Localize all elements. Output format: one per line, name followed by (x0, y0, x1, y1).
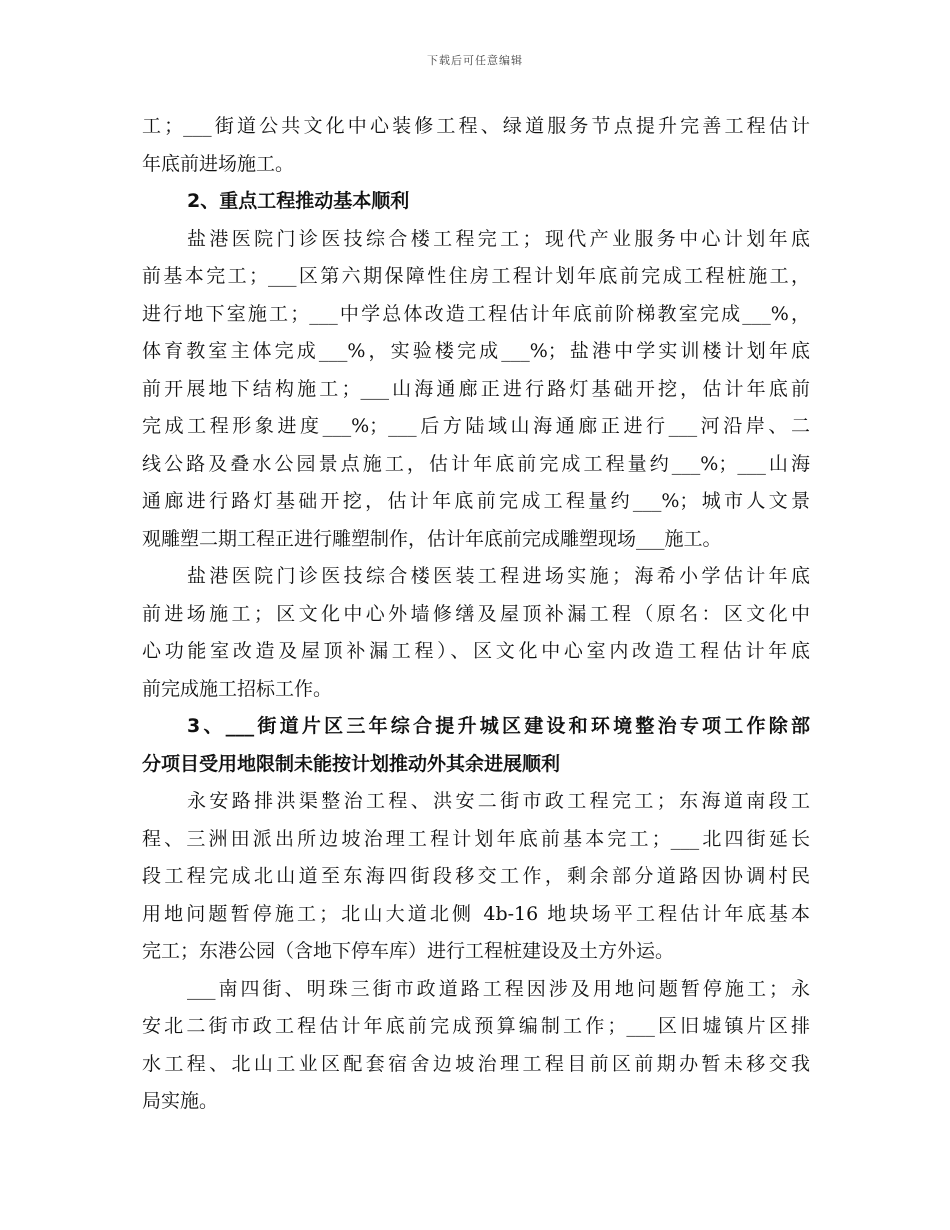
paragraph-line: 段工程完成北山道至东海四街段移交工作，剩余部分道路因协调村民 (142, 865, 810, 887)
paragraph-line: 水工程、北山工业区配套宿舍边坡治理工程目前区前期办暂未移交我 (142, 1052, 810, 1075)
paragraph-line: 心功能室改造及屋顶补漏工程）、区文化中心室内改造工程估计年底 (142, 640, 810, 662)
paragraph-line: 年底前进场施工。 (142, 152, 295, 175)
paragraph-line: ___南四街、明珠三街市政道路工程因涉及用地问题暂停施工；永 (187, 977, 810, 1000)
paragraph-line: 前完成施工招标工作。 (142, 677, 333, 700)
page-header: 下载后可任意编辑 (427, 54, 523, 67)
paragraph-line: 线公路及叠水公园景点施工，估计年底前完成工程量约___%；___山海 (142, 452, 810, 475)
paragraph-line: 局实施。 (142, 1090, 219, 1112)
paragraph-line: 盐港医院门诊医技综合楼医装工程进场实施；海希小学估计年底 (187, 565, 810, 587)
paragraph-line: 永安路排洪渠整治工程、洪安二街市政工程完工；东海道南段工 (187, 790, 810, 812)
paragraph-line: 通廊进行路灯基础开挖，估计年底前完成工程量约___%；城市人文景 (142, 490, 810, 512)
paragraph-line: 程、三洲田派出所边坡治理工程计划年底前基本完工；___北四街延长 (142, 827, 810, 850)
document-body (142, 108, 810, 1121)
section-heading-line: 2、重点工程推动基本顺利 (187, 190, 410, 212)
paragraph-line: 前基本完工；___区第六期保障性住房工程计划年底前完成工程桩施工， (142, 265, 810, 287)
paragraph-line: 完成工程形象进度___%；___后方陆域山海通廊正进行___河沿岸、二 (142, 415, 810, 437)
paragraph-line: 进行地下室施工；___中学总体改造工程估计年底前阶梯教室完成___%， (142, 302, 810, 325)
paragraph-line: 用地问题暂停施工；北山大道北侧 4b-16 地块场平工程估计年底基本 (142, 902, 810, 925)
paragraph-line: 完工；东港公园（含地下停车库）进行工程桩建设及土方外运。 (142, 940, 675, 962)
section-heading-line: 分项目受用地限制未能按计划推动外其余进展顺利 (142, 752, 561, 775)
paragraph-line: 前开展地下结构施工；___山海通廊正进行路灯基础开挖，估计年底前 (142, 377, 810, 400)
paragraph-line: 前进场施工；区文化中心外墙修缮及屋顶补漏工程（原名：区文化中 (142, 602, 810, 625)
section-heading-line: 3、___街道片区三年综合提升城区建设和环境整治专项工作除部 (187, 715, 810, 737)
paragraph-line: 观雕塑二期工程正进行雕塑制作，估计年底前完成雕塑现场___施工。 (142, 527, 722, 550)
paragraph-line: 工；___街道公共文化中心装修工程、绿道服务节点提升完善工程估计 (142, 115, 810, 137)
paragraph-line: 体育教室主体完成___%，实验楼完成___%；盐港中学实训楼计划年底 (142, 340, 810, 362)
paragraph-line: 安北二街市政工程估计年底前完成预算编制工作；___区旧墟镇片区排 (142, 1015, 810, 1037)
paragraph-line: 盐港医院门诊医技综合楼工程完工；现代产业服务中心计划年底 (187, 227, 810, 250)
